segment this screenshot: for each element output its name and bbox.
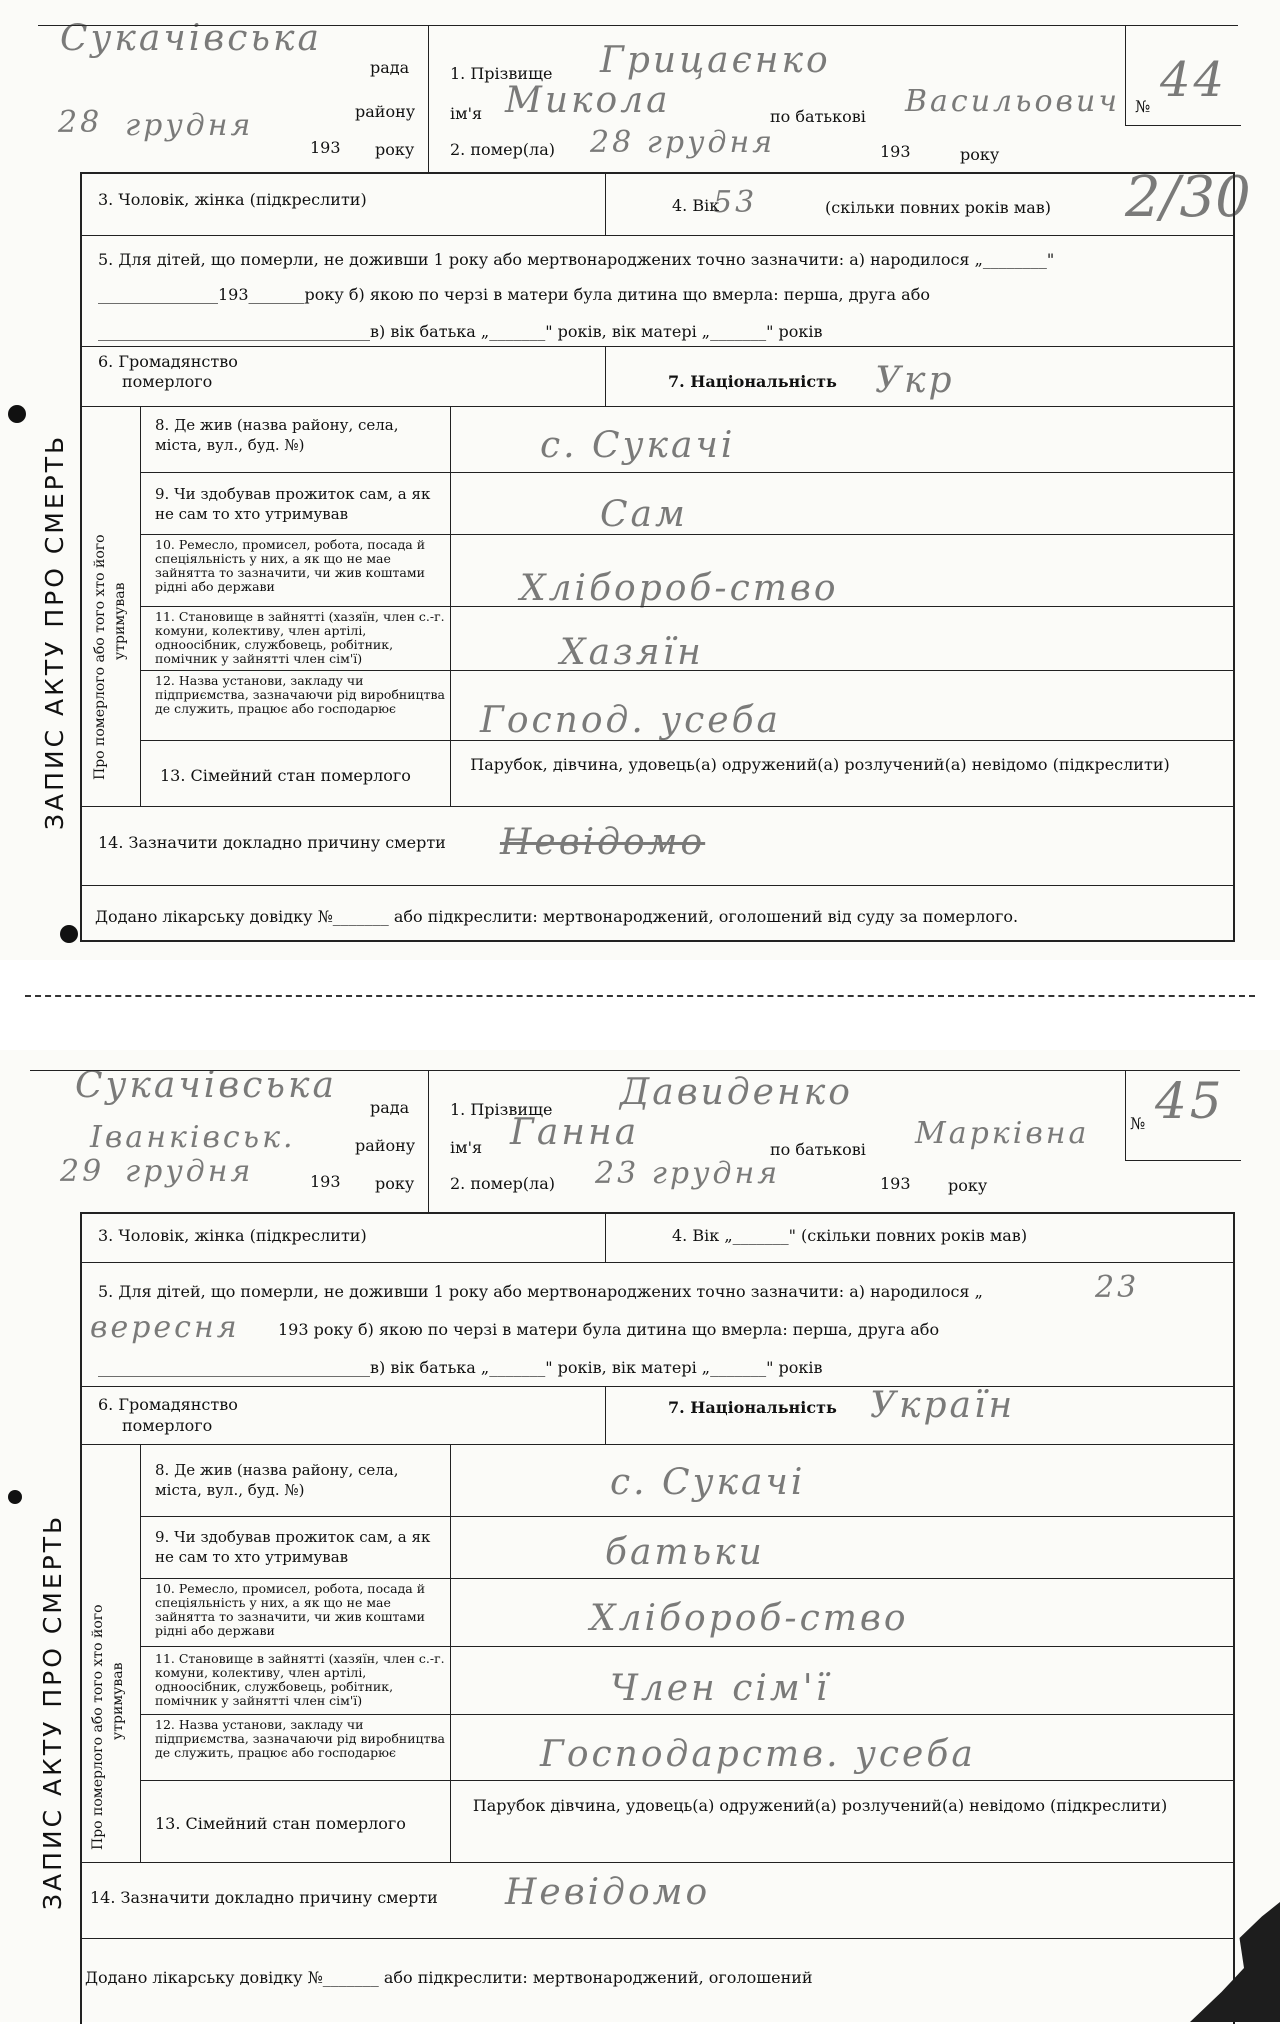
hand-residence: с. Сукачі [610,1462,806,1503]
label-sex: 3. Чоловік, жінка (підкреслити) [98,1226,367,1245]
hand-village: Сукачівська [60,18,322,59]
label-institution: 12. Назва установи, закладу чи підприємства, зазначаючи рід виробництва де служить, працює або господарює [155,673,446,716]
label-died-year: 193 [880,1174,911,1193]
cut-line [25,995,1255,997]
hand-support: батьки [605,1532,765,1573]
label-rada: рада [370,58,410,77]
label-patronymic: по батькові [770,107,866,126]
label-cause: 14. Зазначити докладно причину смерти [90,1888,438,1907]
death-record-45 [0,1050,1280,2022]
hand-patronymic: Васильович [905,84,1120,119]
label-surname: 1. Прізвище [450,1100,553,1119]
row-line [80,1386,1235,1387]
hand-date-month: грудня [125,1154,254,1189]
col-line [605,346,606,406]
label-occupation: 10. Ремесло, промисел, робота, посада й спеціяльність у них, а як що не мае зайнятта то зазначити, чи жив коштами рідні або держави [155,1581,426,1638]
hand-date-month: грудня [125,108,254,143]
row-line [80,235,1235,236]
label-nationality: 7. Національність [668,372,837,391]
label-institution: 12. Назва установи, закладу чи підприємства, зазначаючи рід виробництва де служить, працює або господарює [155,1717,446,1760]
hand-occupation: Хлібороб-ство [520,568,839,609]
label-nationality: 7. Національність [668,1398,837,1417]
label-status: 11. Становище в зайнятті (хазяїн, член с.-г. комуни, колективу, член артілі, одноосібник, службовець, робітник, помічник у зайнятті член сім'ї) [155,609,445,666]
row-line [140,534,1235,535]
hand-record-number: 45 [1155,1072,1225,1130]
marital-options: Парубок, дівчина, удовець(а) одружений(а) розлучений(а) невідомо (підкреслити) [470,755,1170,774]
col-line [605,1386,606,1444]
hand-first-name: Ганна [510,1112,640,1153]
label-died: 2. помер(ла) [450,1174,555,1193]
label-year-suffix: року [375,140,415,159]
row-line [140,1578,1235,1579]
label-marital: 13. Сімейний стан померлого [160,766,411,785]
row-line [140,1516,1235,1517]
hand-death-date: 28 грудня [590,125,776,160]
death-record-44 [0,0,1280,960]
label-died: 2. помер(ла) [450,140,555,159]
hand-residence: с. Сукачі [540,425,736,466]
label-name: ім'я [450,104,483,123]
hand-status: Член сім'ї [610,1668,831,1709]
label-number-sign: № [1130,1114,1146,1133]
label-residence: 8. Де жив (назва району, села, міста, вул., буд. №) [155,416,399,454]
ink-stain [8,1490,22,1504]
hand-raion: Іванківськ. [90,1120,296,1155]
hand-village: Сукачівська [75,1065,337,1106]
marital-options: Парубок дівчина, удовець(а) одружений(а) розлучений(а) невідомо (підкреслити) [472,1796,1168,1815]
label-rada: рада [370,1098,410,1117]
label-raion: району [355,102,416,121]
row-line [80,1862,1235,1863]
row-line [140,606,1235,607]
vertical-title: ЗАПИС АКТУ ПРО СМЕРТЬ [40,433,69,830]
row-line [140,472,1235,473]
hand-cause: Невідомо [500,822,706,863]
hand-cause: Невідомо [505,1872,711,1913]
label-support: 9. Чи здобував прожиток сам, а як не сам то хто утримував [155,485,431,523]
hand-margin-note: 2/30 [1125,165,1251,230]
label-citizenship-2: померлого [122,372,213,391]
label-age-suffix: (скільки повних років мав) [825,198,1052,217]
col-line [450,1444,451,1862]
row-line [140,1646,1235,1647]
label-support: 9. Чи здобував прожиток сам, а як не сам то хто утримував [155,1528,431,1566]
label-children-3: __________________________________в) вік батька „_______" років, вік матері „_______" років [98,1358,823,1377]
hand-institution: Господ. усеба [480,700,782,741]
label-children-3: __________________________________в) вік батька „_______" років, вік матері „_______" років [98,322,823,341]
hand-date-day: 29 [60,1154,105,1189]
label-died-suffix: року [960,145,1000,164]
col-line [605,172,606,235]
label-year-prefix: 193 [310,1172,341,1191]
header-divider [428,25,429,172]
row-line [140,740,1235,741]
label-children-1: 5. Для дітей, що померли, не доживши 1 року або мертвонароджених точно зазначити: а) народилося „ [98,1282,983,1301]
hand-surname: Давиденко [620,1072,853,1113]
hand-patronymic: Марківна [915,1116,1090,1151]
vertical-side-1: Про померлого або того хто його [90,1604,106,1850]
label-children-2: _______________193_______року б) якою по черзі в матери була дитина що вмерла: перша, друга або [98,285,930,304]
label-surname: 1. Прізвище [450,64,553,83]
row-line [80,1262,1235,1263]
hand-first-name: Микола [505,80,671,121]
hand-support: Сам [600,494,688,535]
hand-birth-month: вересня [90,1310,240,1345]
label-died-year: 193 [880,142,911,161]
label-age: 4. Вік „_______" (скільки повних років мав) [672,1226,1028,1245]
label-name: ім'я [450,1138,483,1157]
label-year-prefix: 193 [310,138,341,157]
vertical-title: ЗАПИС АКТУ ПРО СМЕРТЬ [38,1513,67,1910]
label-citizenship-2: померлого [122,1416,213,1435]
footer-note: Додано лікарську довідку №_______ або підкреслити: мертвонароджений, оголошений [85,1968,813,1987]
hand-institution: Господарств. усеба [540,1734,976,1775]
header-divider [428,1070,429,1212]
row-line [80,346,1235,347]
ink-stain [8,405,26,423]
label-number-sign: № [1135,97,1151,116]
hand-death-date: 23 грудня [595,1156,781,1191]
label-raion: району [355,1136,416,1155]
label-occupation: 10. Ремесло, промисел, робота, посада й спеціяльність у них, а як що не мае зайнятта то зазначити, чи жив коштами рідні або держави [155,537,426,594]
footer-note: Додано лікарську довідку №_______ або підкреслити: мертвонароджений, оголошений від суду за померлого. [95,907,1019,926]
label-residence: 8. Де жив (назва району, села, міста, вул., буд. №) [155,1461,399,1499]
ink-stain [60,925,78,943]
vertical-side-2: утримував [110,1662,126,1740]
hand-nationality: Україн [870,1385,1016,1426]
row-line [140,1780,1235,1781]
row-line [80,1938,1235,1939]
col-line [605,1212,606,1262]
hand-status: Хазяїн [560,632,704,673]
row-line [80,806,1235,807]
row-line [80,406,1235,407]
label-citizenship: 6. Громадянство [98,1395,238,1414]
label-patronymic: по батькові [770,1140,866,1159]
hand-date-day: 28 [58,105,103,140]
row-line [140,1714,1235,1715]
label-children-1: 5. Для дітей, що померли, не доживши 1 року або мертвонароджених точно зазначити: а) народилося „________" [98,250,1055,269]
hand-surname: Грицаєнко [600,40,831,81]
label-cause: 14. Зазначити докладно причину смерти [98,833,446,852]
hand-birth-day: 23 [1095,1270,1140,1305]
label-sex: 3. Чоловік, жінка (підкреслити) [98,190,367,209]
row-line [80,1444,1235,1445]
hand-record-number: 44 [1160,52,1228,108]
col-line [140,1444,141,1862]
vertical-side-1: Про померлого або того хто його [92,534,108,780]
hand-age: 53 [713,185,758,220]
label-children-2: 193 року б) якою по черзі в матери була дитина що вмерла: перша, друга або [278,1320,940,1339]
label-citizenship: 6. Громадянство [98,352,238,371]
row-line [140,670,1235,671]
label-year-suffix: року [375,1174,415,1193]
label-status: 11. Становище в зайнятті (хазяїн, член с.-г. комуни, колективу, член артілі, одноосібник, службовець, робітник, помічник у зайнятті член сім'ї) [155,1651,445,1708]
label-died-suffix: року [948,1176,988,1195]
row-line [80,885,1235,886]
vertical-side-2: утримував [112,582,128,660]
label-marital: 13. Сімейний стан померлого [155,1814,406,1833]
hand-occupation: Хлібороб-ство [590,1598,909,1639]
label-age: 4. Вік [672,196,720,215]
hand-nationality: Укр [875,360,955,401]
